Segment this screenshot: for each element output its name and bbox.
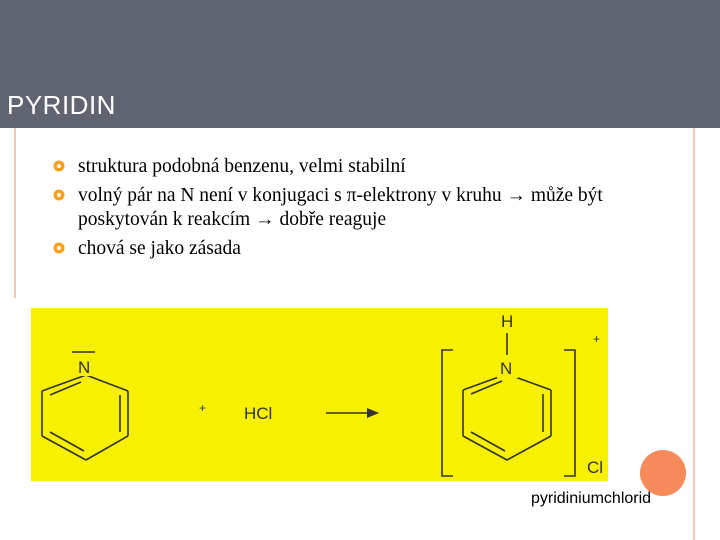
plus-sign: + (199, 401, 207, 415)
reactant-n-label: N (78, 358, 91, 377)
bullet-list (52, 155, 652, 266)
gear-icon (52, 241, 66, 255)
chloride-label: Cl (587, 458, 604, 477)
frame-line-right (693, 128, 695, 540)
product-h-label: H (501, 312, 514, 331)
bullet-item (52, 155, 652, 179)
product-n-label: N (500, 359, 513, 378)
gear-icon (52, 159, 66, 173)
reaction-scheme (31, 308, 608, 481)
frame-line-left (14, 128, 16, 298)
bullet-text: volný pár na N není v konjugaci s π-elektrony v kruhu → může být poskytován k reakcím → dobře reaguje (78, 185, 603, 230)
bullet-text: struktura podobná benzenu, velmi stabilní (78, 156, 406, 177)
hcl-label: HCl (244, 404, 273, 423)
slide-title: PYRIDIN (7, 90, 116, 120)
bullet-item (52, 184, 652, 232)
reaction-background (31, 308, 608, 481)
bullet-item (52, 237, 652, 261)
product-caption: pyridiniumchlorid (531, 490, 652, 507)
gear-icon (52, 188, 66, 202)
charge-sign: + (593, 332, 601, 346)
bullet-text: chová se jako zásada (78, 238, 241, 259)
